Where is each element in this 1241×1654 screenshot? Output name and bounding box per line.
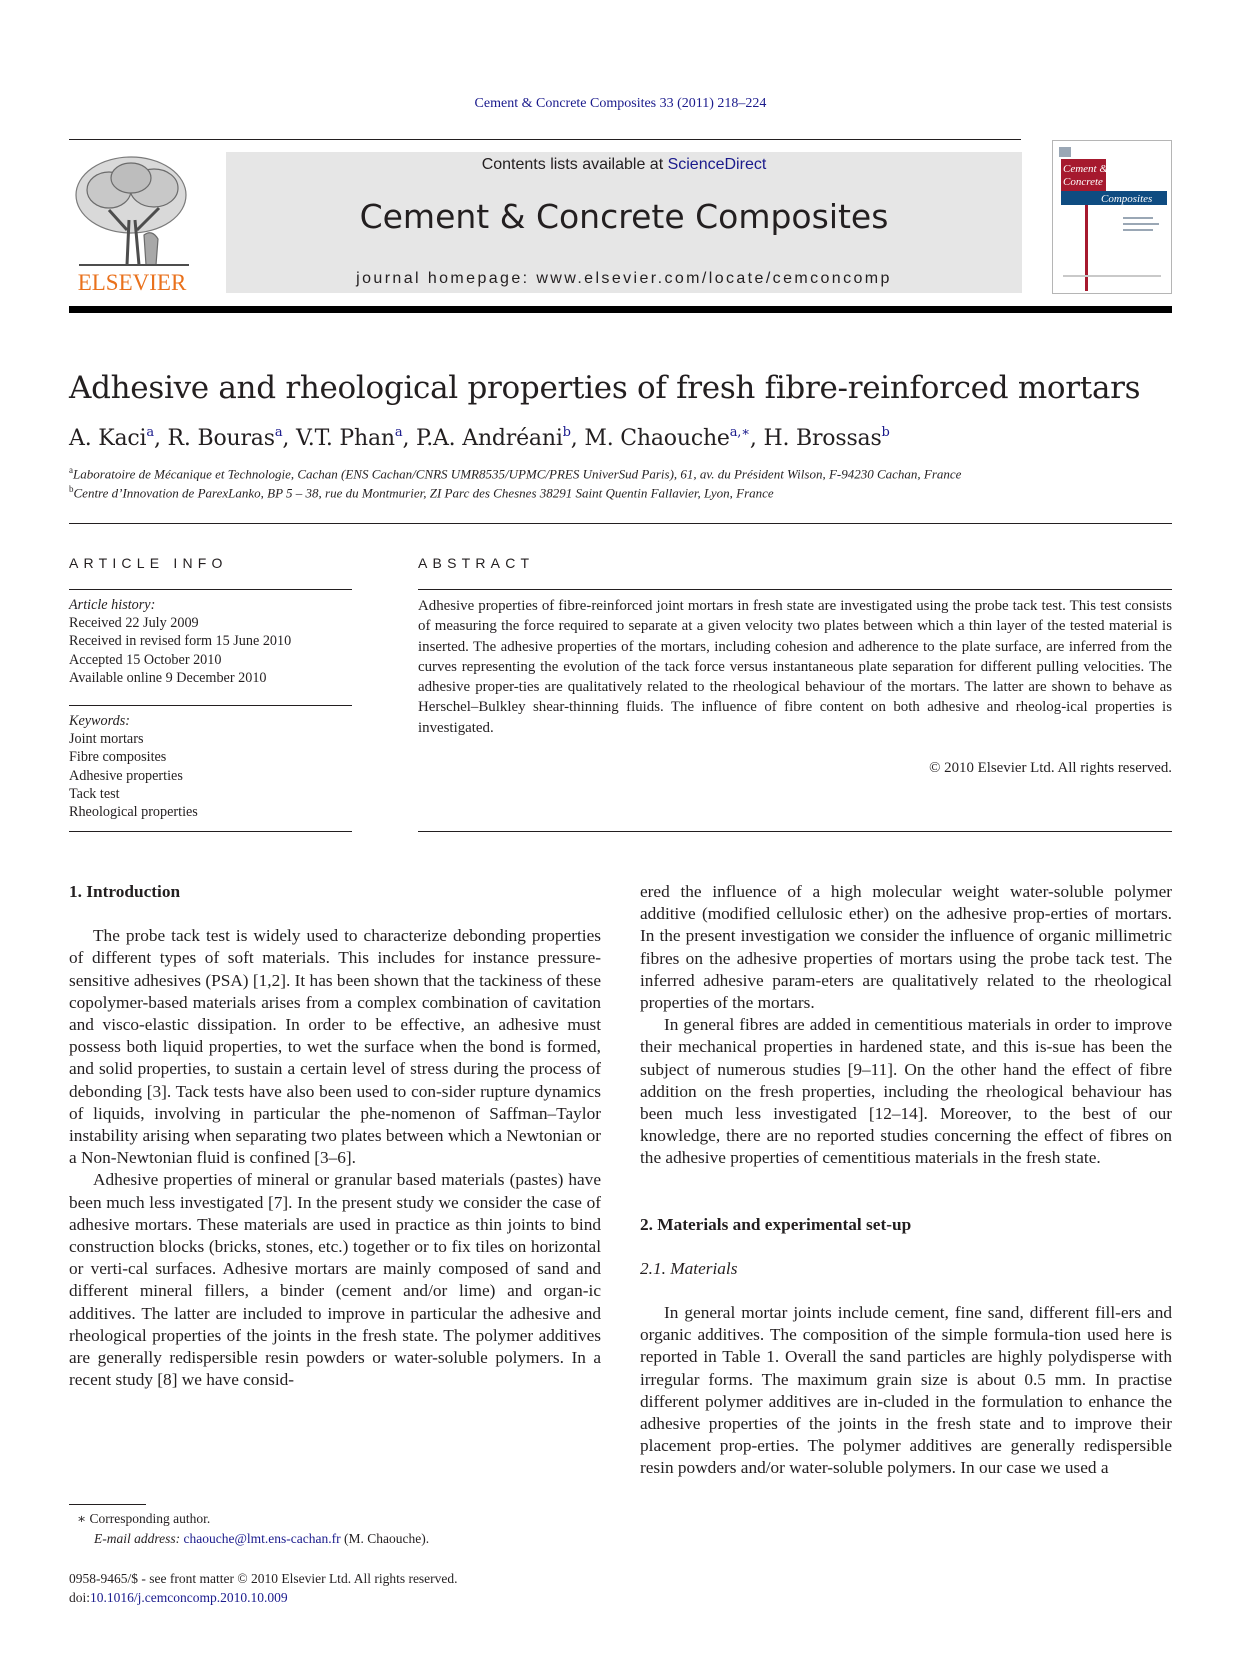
email-link[interactable]: chaouche@lmt.ens-cachan.fr	[183, 1531, 341, 1546]
keyword: Tack test	[69, 785, 120, 802]
author: M. Chaouche$^{a,∗}$,	[584, 425, 764, 451]
author-affiliation-marker[interactable]: b	[562, 425, 571, 440]
email-name: (M. Chaouche).	[340, 1531, 430, 1546]
sciencedirect-link[interactable]: ScienceDirect	[667, 156, 767, 173]
body-left-column	[69, 881, 601, 1391]
info-rule	[69, 589, 352, 590]
abstract-copyright: © 2010 Elsevier Ltd. All rights reserved.	[929, 760, 1172, 776]
issn-line: 0958-9465/$ - see front matter © 2010 Elsevier Ltd. All rights reserved.	[69, 1571, 458, 1586]
author-affiliation-marker[interactable]: a	[274, 425, 283, 440]
svg-text:Composites: Composites	[1101, 193, 1153, 205]
corresponding-author-note: ∗ Corresponding author.	[77, 1511, 211, 1526]
history-item: Received 22 July 2009	[69, 615, 199, 632]
svg-text:ELSEVIER: ELSEVIER	[77, 270, 187, 295]
author: R. Bouras$^a$,	[167, 425, 296, 451]
abstract-heading: ABSTRACT	[418, 555, 535, 571]
abstract-text: Adhesive properties of fibre-reinforced joint mortars in fresh state are investigated using the probe tack test. This test consists of measuring the force required to separate at a given velocity two plates between which a thin layer of the tested material is inserted. The adhesive properties of the mortars, including cohesion and adherence to the plate surface, are inferred from the curves representing the evolution of the tack force versus instantaneous plate separation for different pulling velocities. The adhesive proper-ties are qualitatively related to the rheological behaviour of the mortars. The latter are shown to behave as Herschel–Bulkley shear-thinning fluids. The influence of fibre content on both adhesive and rheolog-ical properties is investigated.	[418, 598, 1172, 736]
info-rule	[69, 831, 352, 832]
doi-line	[69, 1589, 288, 1607]
elsevier-tree-icon	[69, 150, 196, 296]
keyword: Joint mortars	[69, 731, 144, 748]
history-item: Received in revised form 15 June 2010	[69, 633, 292, 650]
journal-banner	[226, 152, 1022, 293]
keyword: Adhesive properties	[69, 767, 183, 784]
section-heading-materials: 2. Materials and experimental set-up	[640, 1214, 912, 1234]
subsection-heading-materials: 2.1. Materials	[640, 1258, 738, 1278]
author-affiliation-marker[interactable]: a	[394, 425, 403, 440]
history-item: Available online 9 December 2010	[69, 669, 267, 686]
journal-citation[interactable]: Cement & Concrete Composites 33 (2011) 218–224	[474, 96, 767, 111]
info-rule	[69, 705, 352, 706]
author-affiliation-marker[interactable]: a	[146, 425, 154, 440]
header-rule	[69, 139, 1021, 140]
email-label: E-mail address:	[94, 1531, 184, 1546]
contents-line	[226, 156, 1022, 174]
header-thick-rule	[69, 306, 1172, 313]
journal-title: Cement & Concrete Composites	[359, 197, 889, 236]
keywords	[69, 712, 359, 821]
history-item: Accepted 15 October 2010	[69, 651, 222, 668]
keyword: Rheological properties	[69, 804, 198, 821]
body-right-column	[640, 881, 1172, 1480]
paragraph: In general mortar joints include cement, fine sand, different fill-ers and organic additives. The composition of the simple formula-tion used here is reported in Table 1. Overall the sand particles are highly polydisperse with irregular forms. The maximum grain size is about 0.5 mm. In practise different polymer additives are in-cluded in the formulation to enhance the adhesive properties of the joints in the fresh state and to improve their placement prop-erties. The polymer additives are generally redispersible resin powders and/or water-soluble polymers. In our case we used a	[640, 1303, 1172, 1478]
author: P.A. Andréani$^b$,	[416, 425, 585, 451]
abstract-rule	[418, 589, 1172, 590]
author-affiliation-marker[interactable]: a,∗	[729, 425, 750, 440]
svg-text:Concrete: Concrete	[1063, 176, 1103, 188]
section-heading-introduction: 1. Introduction	[69, 882, 181, 901]
author-list	[69, 425, 890, 451]
author-affiliation-marker[interactable]: b	[881, 425, 890, 440]
article-info-heading: ARTICLE INFO	[69, 555, 228, 571]
history-label: Article history:	[69, 597, 156, 613]
affiliation-b: $^b$Centre d’Innovation de ParexLanko, BP 5 – 38, rue du Montmurier, ZI Parc des Chesnes 38291 Saint Quentin Fallavier, Lyon, France	[69, 484, 774, 501]
paragraph: In general fibres are added in cementitious materials in order to improve their mechanical properties in hardened state, and this is-sue has been the subject of numerous studies [9–11]. On the other hand the effect of fibre addition on the fresh properties, including the rheological behaviour has been much less investigated [12–14]. Moreover, to the best of our knowledge, there are no reported studies concerning the effect of fibres on the adhesive properties of cementitious materials in the fresh state.	[640, 1015, 1172, 1168]
cover-image-icon	[1053, 141, 1171, 293]
elsevier-logo	[69, 150, 196, 296]
author: A. Kaci$^a$,	[69, 425, 168, 451]
svg-text:Cement &: Cement &	[1063, 163, 1108, 175]
affiliation-a: $^a$Laboratoire de Mécanique et Technologie, Cachan (ENS Cachan/CNRS UMR8535/UPMC/PRES UniverSud Paris), 61, av. du Président Wilson, F-94230 Cachan, France	[69, 465, 962, 482]
email-note	[94, 1531, 429, 1547]
journal-homepage[interactable]: journal homepage: www.elsevier.com/locate/cemconcomp	[356, 270, 892, 287]
paragraph: The probe tack test is widely used to characterize debonding properties of different types of soft materials. This includes for instance pressure-sensitive adhesives (PSA) [1,2]. It has been shown that the tackiness of these copolymer-based materials arises from a complex combination of cavitation and visco-elastic dissipation. In order to be effective, an adhesive must possess both liquid properties, to wet the surface when the bond is formed, and solid properties, to sustain a certain level of stress during the process of debonding [3]. Tack tests have also been used to con-sider rupture dynamics of liquids, involving in particular the phe-nomenon of Saffman–Taylor instability arising when separating two plates between which a Newtonian or a Non-Newtonian fluid is confined [3–6].	[69, 926, 601, 1168]
abstract-rule	[418, 831, 1172, 832]
article-history	[69, 596, 359, 687]
author: H. Brossas$^b$	[763, 425, 890, 451]
keyword: Fibre composites	[69, 749, 167, 766]
doi-prefix: doi:	[69, 1590, 91, 1605]
author: V.T. Phan$^a$,	[295, 425, 417, 451]
doi-link[interactable]: 10.1016/j.cemconcomp.2010.10.009	[90, 1590, 288, 1605]
journal-cover-thumbnail	[1052, 140, 1172, 294]
contents-prefix: Contents lists available at	[481, 156, 668, 173]
paragraph: Adhesive properties of mineral or granular based materials (pastes) have been much less investigated [7]. In the present study we consider the case of adhesive mortars. These materials are used in practice as thin joints to bind construction blocks (bricks, stones, etc.) together or to fix tiles on horizontal or verti-cal surfaces. Adhesive mortars are mainly composed of sand and different mineral fillers, a binder (cement and/or lime) and organ-ic additives. The latter are included to improve in particular the adhesive and rheological properties of the joints in the fresh state. The polymer additives are generally redispersible resin powders or water-soluble polymers. In a recent study [8] we have consid-	[69, 1170, 601, 1390]
footnote-rule	[69, 1504, 146, 1505]
article-title: Adhesive and rheological properties of fresh fibre-reinforced mortars	[69, 370, 1141, 406]
paragraph: ered the influence of a high molecular weight water-soluble polymer additive (modified cellulosic ether) on the adhesive prop-erties of mortars. In the present investigation we consider the influence of organic millimetric fibres on the adhesive properties of mortars using the probe tack test. The inferred adhesive param-eters are qualitatively related to the rheological properties of the mortars.	[640, 882, 1172, 1013]
title-block-rule	[69, 523, 1172, 524]
keywords-label: Keywords:	[69, 713, 130, 729]
